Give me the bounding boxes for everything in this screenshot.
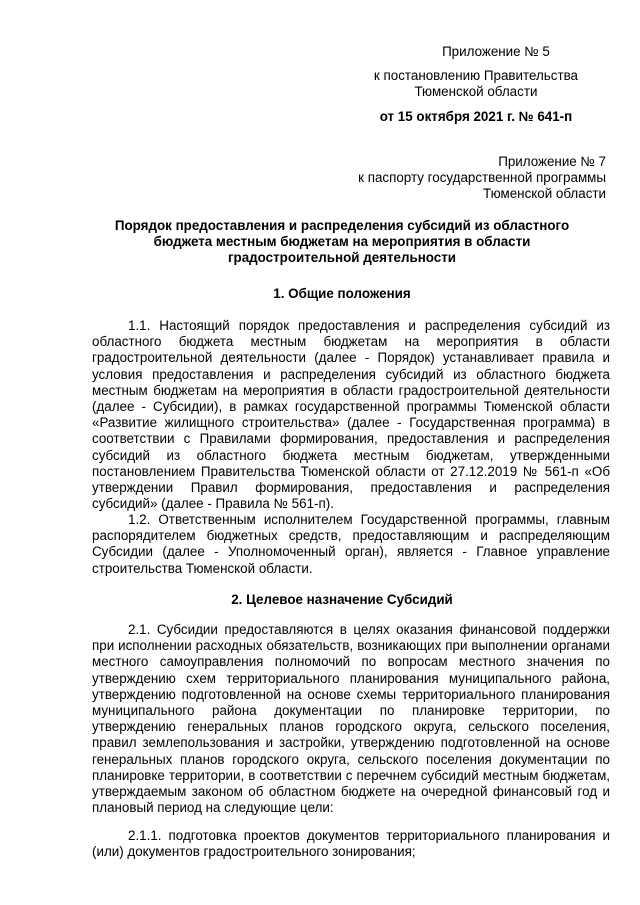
appendix-7-header xyxy=(358,154,606,203)
appendix-5-header xyxy=(374,44,578,125)
paragraph-2-1-1: 2.1.1. подготовка проектов документов территориального планирования и (или) документов градостроительного зонирования; xyxy=(92,828,610,860)
appendix-7-number: Приложение № 7 xyxy=(498,154,606,169)
appendix-5-region: Тюменской области xyxy=(414,84,538,100)
section-2-heading: 2. Целевое назначение Субсидий xyxy=(231,592,453,607)
appendix-7-region: Тюменской области xyxy=(483,186,606,202)
appendix-7-program: к паспорту государственной программы xyxy=(358,170,606,186)
appendix-5-date: от 15 октября 2021 г. № 641-п xyxy=(379,108,573,124)
document-title: Порядок предоставления и распределения субсидий из областного бюджета местным бюджетам на мероприятия в области градостроительной деятельности xyxy=(114,218,570,266)
paragraph-1-1: 1.1. Настоящий порядок предоставления и распределения субсидий из областного бюджета местным бюджетам на мероприятия в области градостроительной деятельности (далее - Порядок) устанавливает правила и условия предоставления и распределения субсидий из областного бюджета местным бюджетам на мероприятия в области градостроительной деятельности (далее - Субсидии), в рамках государственной программы Тюменской области «Развитие жилищного строительства» (далее - Государственная программа) в соответствии с Правилами формирования, предоставления и распределения субсидий из областного бюджета местным бюджетам, утвержденными постановлением Правительства Тюменской области от 27.12.2019 № 561-п «Об утверждении Правил формирования, предоставления и распределения субсидий» (далее - Правила № 561-п). xyxy=(92,318,610,512)
paragraph-2-1: 2.1. Субсидии предоставляются в целях оказания финансовой поддержки при исполнении расходных обязательств, возникающих при выполнении органами местного самоуправления полномочий по вопросам местного значения по утверждению схем территориального планирования муниципального района, утверждению подготовленной на основе схемы территориального планирования муниципального района документации по планировке территории, по утверждению генеральных планов городского округа, сельского поселения, правил землепользования и застройки, утверждению подготовленной на основе генеральных планов городского округа, сельского поселения документации по планировке территории, в соответствии с перечнем субсидий местным бюджетам, утверждаемым законом об областном бюджете на очередной финансовый год и плановый период на следующие цели: xyxy=(92,622,610,816)
section-1-heading: 1. Общие положения xyxy=(273,286,411,301)
paragraph-1-2: 1.2. Ответственным исполнителем Государственной программы, главным распорядителем бюджетных средств, предоставляющим и распределяющим Субсидии (далее - Уполномоченный орган), является - Главное управление строительства Тюменской области. xyxy=(92,512,610,576)
appendix-5-decree: к постановлению Правительства xyxy=(373,68,578,84)
appendix-5-number: Приложение № 5 xyxy=(442,44,550,59)
